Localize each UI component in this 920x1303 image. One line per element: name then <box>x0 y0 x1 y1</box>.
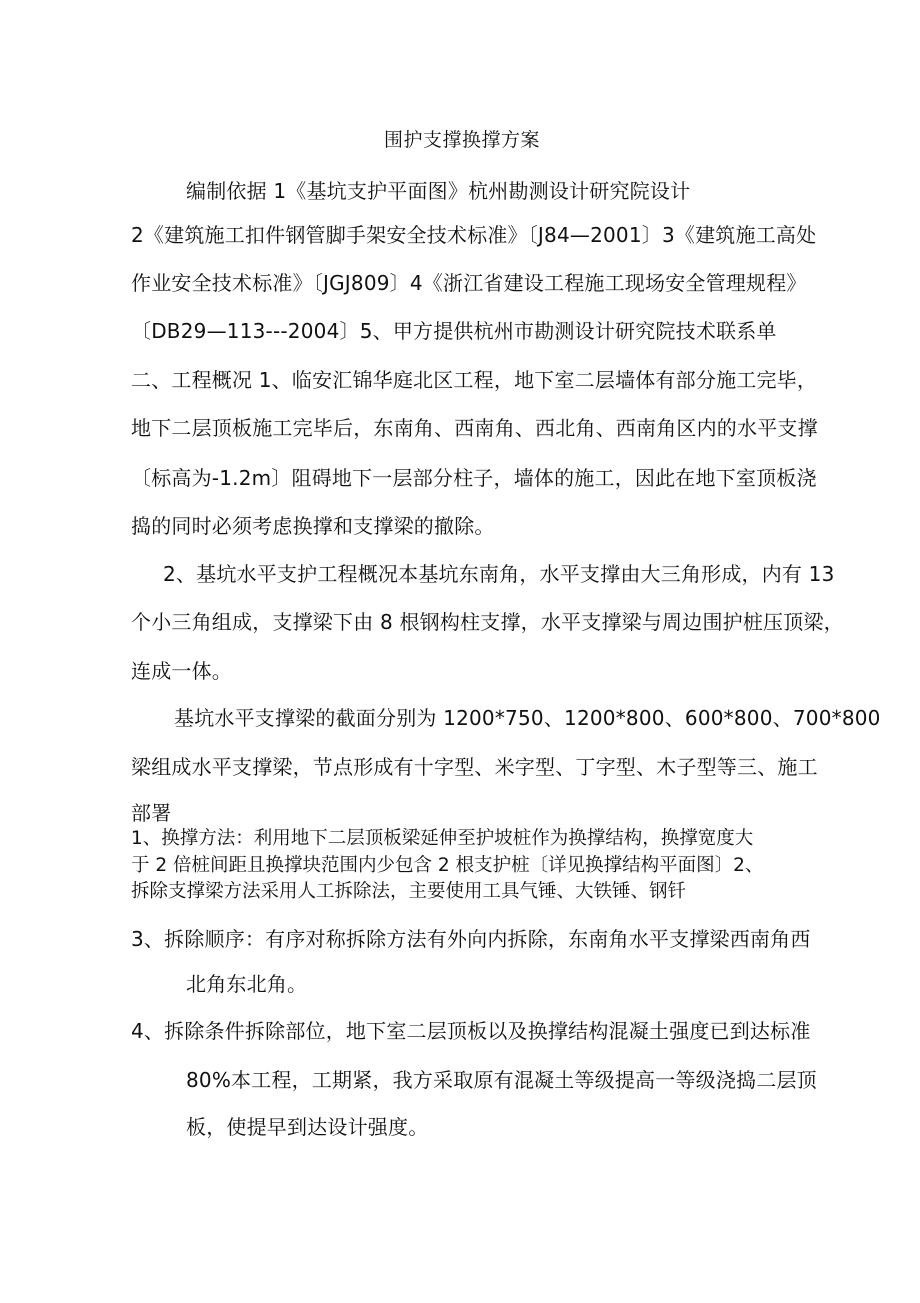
text-line: 连成一体。 <box>131 659 232 683</box>
text-line: 个小三角组成，支撑梁下由 8 根钢构柱支撑，水平支撑梁与周边围护桩压顶梁， <box>131 610 844 634</box>
text-line-basis: 编制依据 1《基坑支护平面图》杭州勘测设计研究院设计 <box>186 179 691 203</box>
text-line: 80%本工程，工期紧，我方采取原有混凝土等级提高一等级浇捣二层顶 <box>186 1068 817 1092</box>
text-line-section-2: 二、工程概况 1、临安汇锦华庭北区工程，地下室二层墙体有部分施工完毕， <box>131 368 818 392</box>
text-line: 北角东北角。 <box>186 972 308 996</box>
text-line-paragraph-2: 2、基坑水平支护工程概况本基坑东南角，水平支撑由大三角形成，内有 13 <box>163 562 835 586</box>
text-line: 板，使提早到达设计强度。 <box>186 1115 429 1139</box>
text-line: 梁组成水平支撑梁，节点形成有十字型、米字型、丁字型、木子型等三、施工 <box>131 755 818 779</box>
document-title: 围护支撑换撑方案 <box>384 129 541 151</box>
text-line-conditions-4: 4、拆除条件拆除部位，地下室二层顶板以及换撑结构混凝土强度已到达标准 <box>131 1019 811 1043</box>
text-line: 地下二层顶板施工完毕后，东南角、西南角、西北角、西南角区内的水平支撑 <box>131 416 818 440</box>
text-line: 2《建筑施工扣件钢管脚手架安全技术标准》〔J84—2001〕3《建筑施工高处 <box>131 223 817 247</box>
text-line-order-3: 3、拆除顺序：有序对称拆除方法有外向内拆除，东南角水平支撑梁西南角西 <box>131 927 811 951</box>
text-line: 〔标高为-1.2m〕阻碍地下一层部分柱子，墙体的施工，因此在地下室顶板浇 <box>131 466 817 490</box>
text-line: 拆除支撑梁方法采用人工拆除法，主要使用工具气锤、大铁锤、钢钎 <box>131 881 687 902</box>
text-line-beam-section: 基坑水平支撑梁的截面分别为 1200*750、1200*800、600*800、700*800 <box>174 706 881 730</box>
text-line-method-1: 1、换撑方法：利用地下二层顶板梁延伸至护坡桩作为换撑结构，换撑宽度大 <box>131 828 754 849</box>
text-line: 部署 <box>131 801 172 825</box>
text-line: 作业安全技术标准》〔JGJ809〕4《浙江省建设工程施工现场安全管理规程》 <box>131 271 807 295</box>
text-line: 于 2 倍桩间距且换撑块范围内少包含 2 根支护桩〔详见换撑结构平面图〕2、 <box>131 855 764 876</box>
text-line: 〔DB29—113---2004〕5、甲方提供杭州市勘测设计研究院技术联系单 <box>131 319 777 343</box>
text-line: 捣的同时必须考虑换撑和支撑梁的撤除。 <box>131 514 495 538</box>
